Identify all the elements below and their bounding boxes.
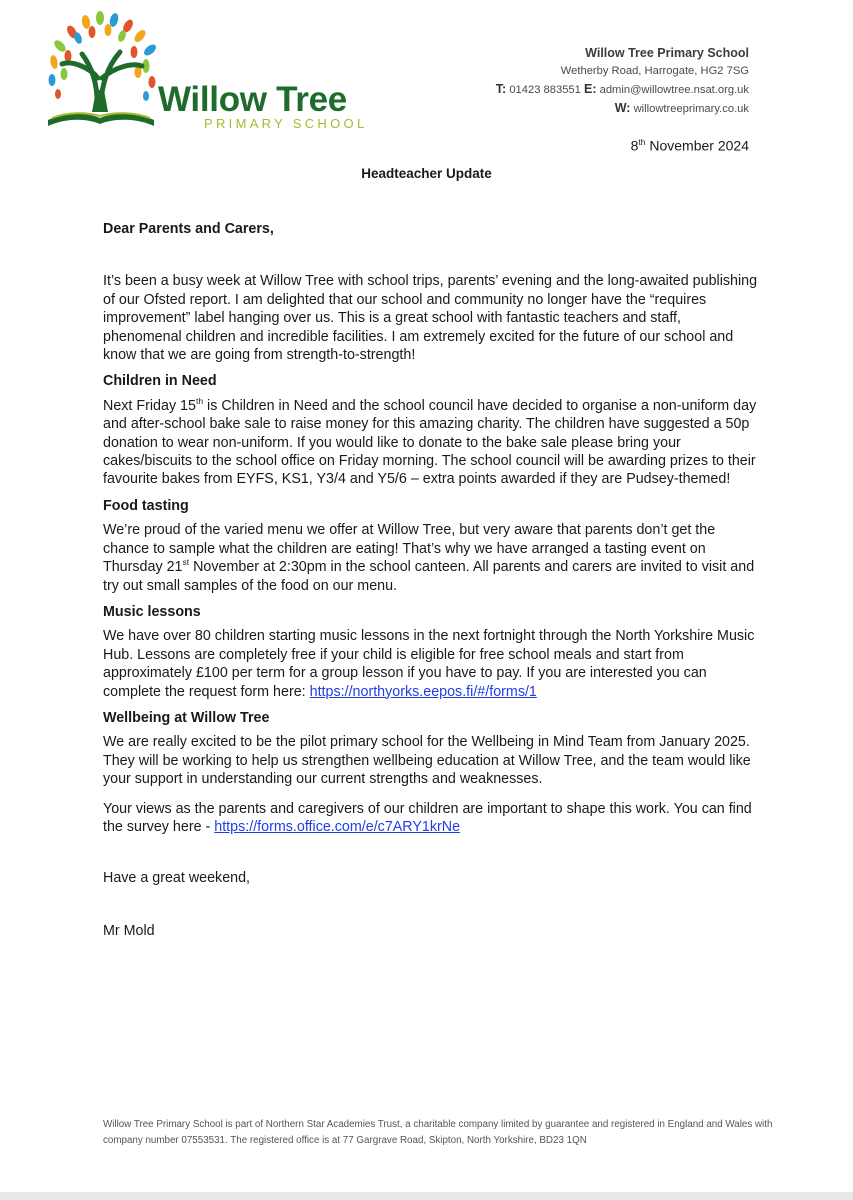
children-in-need-paragraph	[103, 397, 758, 489]
date-suffix: th	[638, 137, 646, 147]
music-text: We have over 80 children starting music lessons in the next fortnight through the North Yorkshire Music Hub. Lessons are completely free if your child is eligible for free school meals and start from approximately £100 per term for a group lesson if you have to pay. If you are interested you can complete the request form here:	[103, 628, 755, 700]
section-heading-wellbeing: Wellbeing at Willow Tree	[103, 709, 270, 726]
greeting: Dear Parents and Carers,	[103, 221, 274, 237]
food-text-2: November at 2:30pm in the school canteen. All parents and carers are invited to visit and try out small samples of the food on our menu.	[103, 559, 755, 594]
letter-body	[103, 220, 758, 940]
letter-date	[631, 137, 749, 154]
music-lessons-paragraph	[103, 627, 758, 701]
section-heading-music-lessons: Music lessons	[103, 603, 201, 620]
school-logo	[42, 8, 372, 130]
signature: Mr Mold	[103, 922, 155, 939]
letter-title: Headteacher Update	[361, 166, 492, 181]
wellbeing-paragraph-1: We are really excited to be the pilot primary school for the Wellbeing in Mind Team from January 2025. They will be working to help us strengthen wellbeing education at Willow Tree, and the team would like your support in understanding our current strengths and weaknesses.	[103, 734, 751, 788]
willow-tree-logo-icon	[42, 8, 167, 130]
address-school-name: Willow Tree Primary School	[585, 46, 749, 60]
intro-paragraph: It’s been a busy week at Willow Tree with school trips, parents’ evening and the long-awaited publishing of our Ofsted report. I am delighted that our school and community no longer have the “requires improvement” label hanging over us. This is a great school with fantastic teachers and staff, phenomenal children and incredible facilities. I am extremely excited for the future of our school and know that we are going from strength-to-strength!	[103, 273, 758, 364]
email-address: admin@willowtree.nsat.org.uk	[599, 84, 749, 96]
logo-subtitle: PRIMARY SCHOOL	[204, 116, 368, 131]
email-label: E:	[583, 82, 597, 96]
phone-number: 01423 883551	[509, 84, 581, 96]
closing-line: Have a great weekend,	[103, 870, 251, 887]
cin-text-2: is Children in Need and the school council have decided to organise a non-uniform day and after-school bake sale to raise money for this amazing charity. The children have suggested a 50p donation to wear non-uniform. If you would like to donate to the bake sale please bring your cakes/biscuits to the school office on Friday morning. The school council will be awarding prizes to their favourite bakes from EYFS, KS1, Y3/4 and Y5/6 – extra points awarded if they are Pudsey-themed!	[103, 397, 757, 488]
food-sup: st	[182, 557, 190, 568]
food-tasting-paragraph	[103, 521, 758, 595]
address-contact-line	[496, 80, 749, 99]
legal-footer: Willow Tree Primary School is part of Northern Star Academies Trust, a charitable company limited by guarantee and registered in England and Wales with company number 07553531. The registered office is at 77 Gargrave Road, Skipton, North Yorkshire, BD23 1QN	[103, 1119, 773, 1146]
phone-label: T:	[495, 82, 507, 96]
website: willowtreeprimary.co.uk	[633, 103, 749, 115]
section-heading-children-in-need: Children in Need	[103, 373, 217, 390]
address-street: Wetherby Road, Harrogate, HG2 7SG	[560, 65, 749, 77]
letterhead-address	[496, 44, 749, 118]
date-rest: November 2024	[649, 137, 749, 154]
web-label: W:	[614, 101, 631, 115]
section-heading-food-tasting: Food tasting	[103, 497, 189, 514]
logo-school-name: Willow Tree	[158, 80, 347, 119]
page-bottom-edge	[0, 1192, 853, 1200]
survey-link[interactable]: https://forms.office.com/e/c7ARY1krNe	[214, 818, 461, 835]
music-form-link[interactable]: https://northyorks.eepos.fi/#/forms/1	[309, 683, 537, 700]
food-text-1: We’re proud of the varied menu we offer at Willow Tree, but very aware that parents don’t get the chance to sample what the children are eating! That’s why we have arranged a tasting event on Thursday 21	[103, 522, 716, 576]
wellbeing-text: Your views as the parents and caregivers of our children are important to shape this work. You can find the survey here -	[103, 800, 752, 835]
cin-sup: th	[195, 396, 204, 407]
date-day: 8	[630, 137, 639, 154]
address-web-line	[496, 99, 749, 118]
cin-text-1: Next Friday 15	[103, 397, 196, 414]
wellbeing-paragraph-2	[103, 800, 758, 837]
